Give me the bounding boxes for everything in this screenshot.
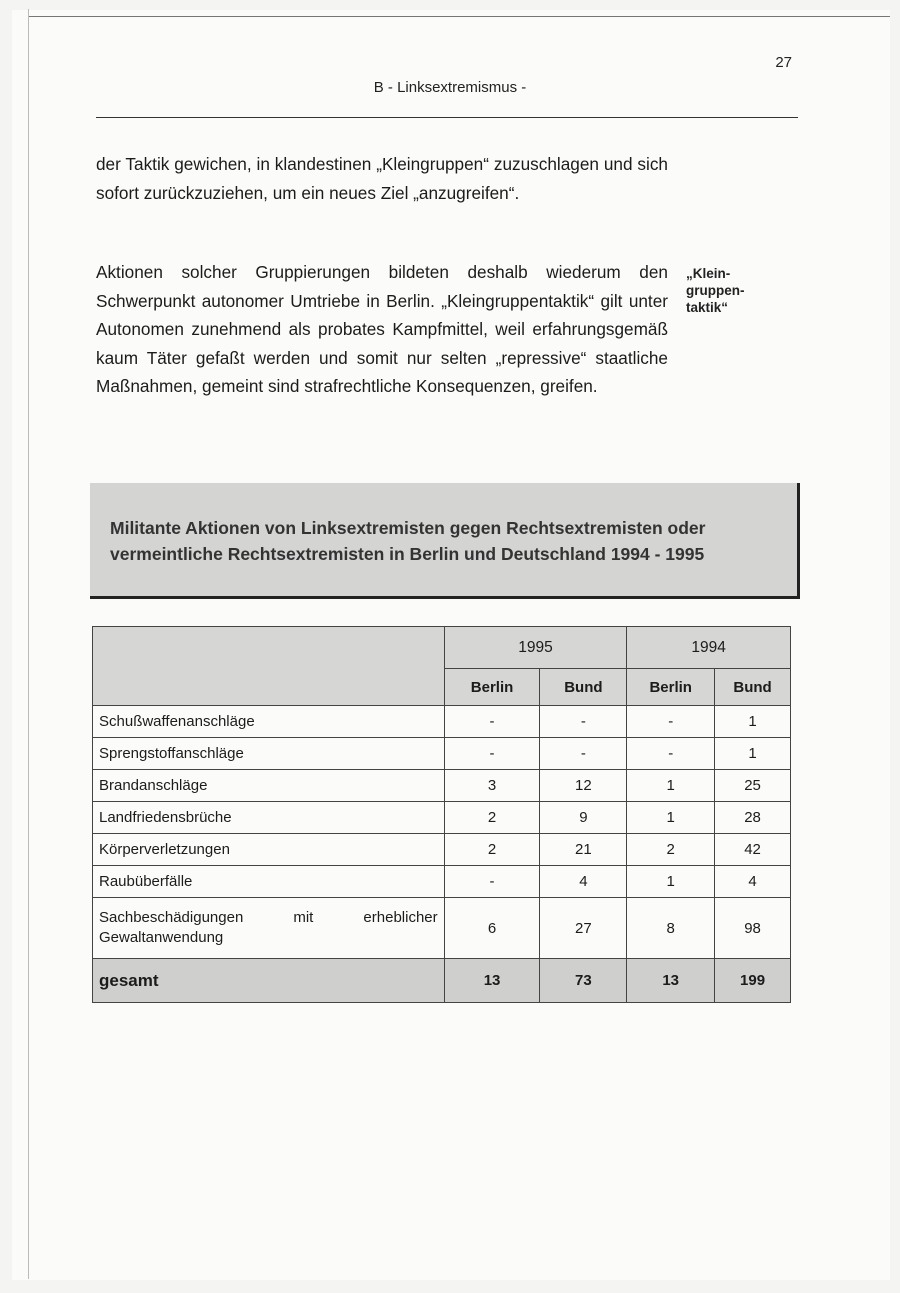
table-cell: 2 <box>444 802 540 834</box>
row-label-word: mit <box>293 909 314 926</box>
row-label: Landfriedensbrüche <box>93 802 445 834</box>
total-cell: 13 <box>444 959 540 1003</box>
table-cell: 28 <box>715 802 791 834</box>
table-cell: 2 <box>627 834 715 866</box>
row-label-line-2: Gewaltanwendung <box>99 929 224 946</box>
table-row <box>93 898 791 959</box>
table-cell: - <box>627 706 715 738</box>
row-label-word: erheblicher <box>363 909 438 926</box>
page-number: 27 <box>775 54 792 71</box>
paragraph-2: Aktionen solcher Gruppierungen bildeten deshalb wiederum den Schwerpunkt autonomer Umtriebe in Berlin. „Kleingruppentaktik“ gilt unter Autonomen zunehmend als probates Kampfmittel, weil erfahrungsgemäß kaum Täter gefaßt werden und somit nur selten „repressive“ staatliche Maßnahmen, gemeint sind strafrechtliche Konsequenzen, greifen. <box>96 262 668 397</box>
table-cell: - <box>444 738 540 770</box>
row-label: Sprengstoffanschläge <box>93 738 445 770</box>
table-title-banner <box>90 483 800 599</box>
margin-note-line: taktik“ <box>686 300 729 315</box>
header-rule <box>96 117 798 118</box>
column-header-region: Bund <box>715 669 791 706</box>
table-cell: 6 <box>444 898 540 959</box>
table-row <box>93 834 791 866</box>
table-cell: - <box>444 706 540 738</box>
table-cell: 3 <box>444 770 540 802</box>
row-label: Raubüberfälle <box>93 866 445 898</box>
table-cell: 1 <box>627 770 715 802</box>
table-title-line-1: Militante Aktionen von Linksextremisten gegen Rechtsextremisten oder <box>110 518 706 538</box>
column-header-year: 1995 <box>444 627 627 669</box>
running-header: B - Linksextremismus - <box>373 79 527 96</box>
table-cell: 1 <box>627 802 715 834</box>
scan-edge-line <box>28 16 890 17</box>
column-header-region: Berlin <box>627 669 715 706</box>
table-title-line-2: vermeintliche Rechtsextremisten in Berlin und Deutschland 1994 - 1995 <box>110 544 705 564</box>
table-cell: 21 <box>540 834 627 866</box>
margin-note <box>686 265 796 316</box>
table-cell: 12 <box>540 770 627 802</box>
table-cell: - <box>540 706 627 738</box>
table-cell: - <box>444 866 540 898</box>
table-header-stub <box>93 627 445 706</box>
table-cell: 25 <box>715 770 791 802</box>
table-cell: - <box>540 738 627 770</box>
row-label-word: Sachbeschädigungen <box>99 909 244 926</box>
margin-note-line: gruppen- <box>686 283 745 298</box>
table-cell: 2 <box>444 834 540 866</box>
table-cell: 1 <box>627 866 715 898</box>
row-label: Schußwaffenanschläge <box>93 706 445 738</box>
total-label: gesamt <box>93 959 445 1003</box>
table-row <box>93 706 791 738</box>
table-cell: 4 <box>715 866 791 898</box>
total-cell: 13 <box>627 959 715 1003</box>
statistics-table <box>92 626 791 1003</box>
row-label <box>93 898 445 959</box>
row-label-line-1 <box>99 908 438 928</box>
row-label: Körperverletzungen <box>93 834 445 866</box>
table-cell: 4 <box>540 866 627 898</box>
table-cell: 1 <box>715 738 791 770</box>
table-cell: 9 <box>540 802 627 834</box>
column-header-region: Berlin <box>444 669 540 706</box>
scan-edge-line-vertical <box>28 9 29 1279</box>
table-header-row-years <box>93 627 791 669</box>
table-row <box>93 738 791 770</box>
table-title <box>110 515 787 567</box>
table-cell: 42 <box>715 834 791 866</box>
table-row <box>93 866 791 898</box>
table-cell: 98 <box>715 898 791 959</box>
margin-note-line: „Klein- <box>686 266 731 281</box>
table-cell: 27 <box>540 898 627 959</box>
total-cell: 199 <box>715 959 791 1003</box>
table-total-row <box>93 959 791 1003</box>
table-cell: 1 <box>715 706 791 738</box>
table-cell: 8 <box>627 898 715 959</box>
column-header-region: Bund <box>540 669 627 706</box>
table-cell: - <box>627 738 715 770</box>
row-label: Brandanschläge <box>93 770 445 802</box>
total-cell: 73 <box>540 959 627 1003</box>
column-header-year: 1994 <box>627 627 791 669</box>
paragraph-1: der Taktik gewichen, in klandestinen „Kleingruppen“ zuzuschlagen und sich sofort zurückzuziehen, um ein neues Ziel „anzugreifen“. <box>96 154 668 203</box>
table-row <box>93 770 791 802</box>
table-row <box>93 802 791 834</box>
